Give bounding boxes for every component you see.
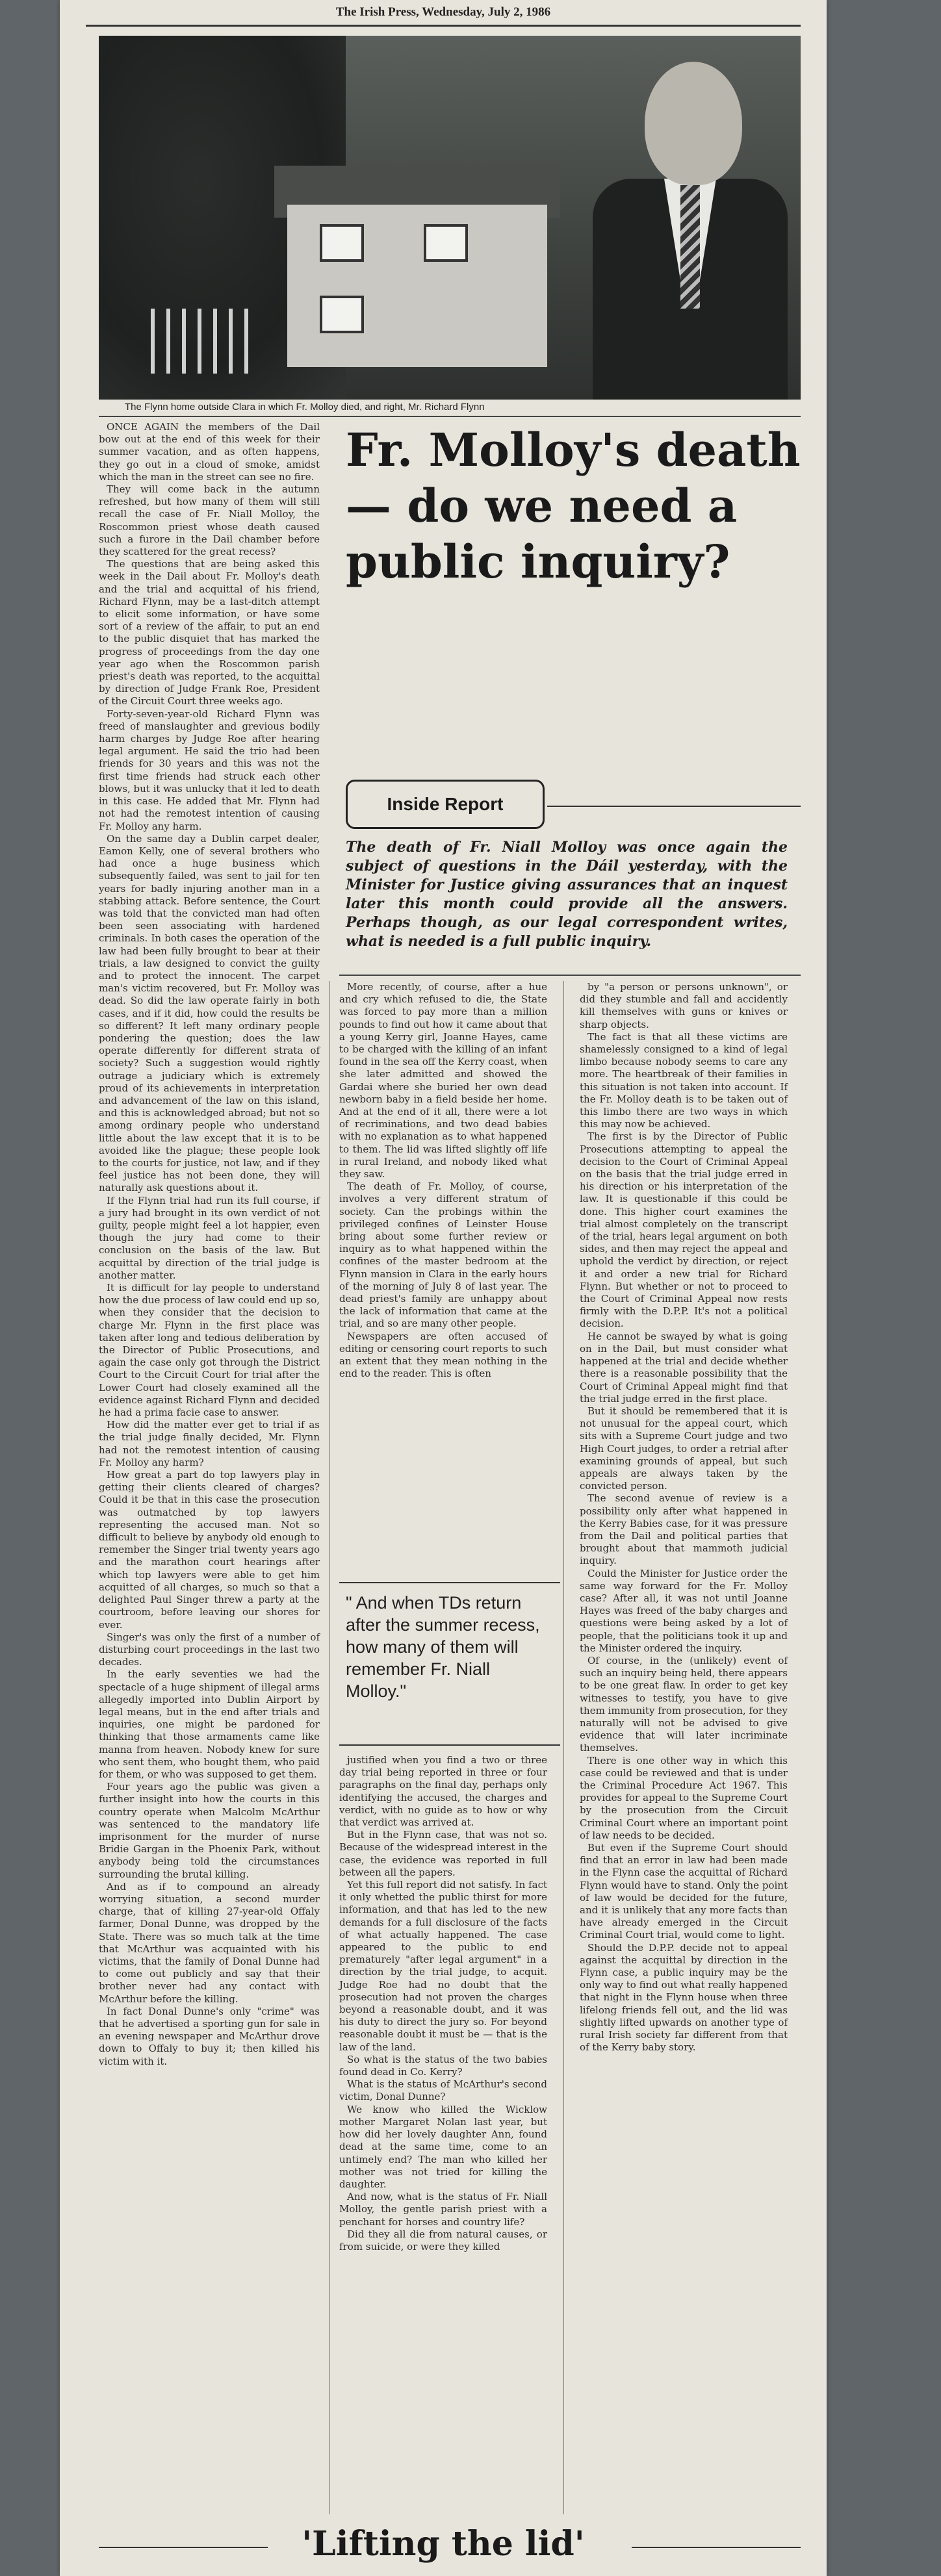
photo-window (320, 296, 364, 333)
paragraph: The second avenue of review is a possibility only after what happened in the Kerry Babies case, for it was pressure from the Dail and political parties that brought about that mammoth judicial inquiry. (580, 1492, 788, 1567)
paragraph: And as if to compound an already worrying situation, a second murder charge, that of killing 27-year-old Offaly farmer, Donal Dunne, was dropped by the State. There was so much talk at the time that McArthur was acquainted with his victims, that the family of Donal Dunne had to come out publicly and say that their brother never had any contact with McArthur before the killing. (99, 1880, 320, 2005)
paragraph: He cannot be swayed by what is going on in the Dail, but must consider what happened at the trial and decide whether there is a reasonable possibility that the Court of Criminal Appeal might find that the trial judge erred in the first place. (580, 1330, 788, 1405)
paragraph: How great a part do top lawyers play in getting their clients cleared of charges? Could it be that in this case the prosecution was outmatched by top lawyers representing the accused man. Not so difficult to believe by anybody old enough to remember the Singer trial twenty years ago and the marathon court hearings after which top lawyers were able to get him acquitted of all charges, so much so that a delighted Paul Singer threw a party at the courtroom, before leaving our shores for ever. (99, 1469, 320, 1631)
paragraph: And now, what is the status of Fr. Niall Molloy, the gentle parish priest with a penchant for horses and country life? (339, 2191, 547, 2228)
paragraph: On the same day a Dublin carpet dealer, Eamon Kelly, one of several brothers who had once a huge business which subsequently failed, was sent to jail for ten years for badly injuring another man in a stabbing attack. Before sentence, the Court was told that the convicted man had often been seen associating with hardened criminals. In both cases the operation of the law had been fully brought to bear at their trials, a law designed to convict the guilty and to protect the innocent. The carpet man's victim recovered, but Fr. Molloy was dead. So did the law operate fairly in both cases, and if it did, how could the results be so different? It left many ordinary people pondering the question; does the law operate differently for different strata of society? Such a suggestion would rightly outrage a judiciary which is extremely proud of its achievements in interpretation and advancement of the law on this island, and this is acknowledged abroad; but not so among ordinary people who understand little about the law except that it is to be avoided like the plague; these people look to the courts for justice, not law, and if they feel justice has not been done, they will naturally ask questions about it. (99, 832, 320, 1194)
paragraph: But in the Flynn case, that was not so. Because of the widespread interest in the case, the evidence was reported in full between all the papers. (339, 1829, 547, 1878)
section-label: Inside Report (346, 780, 545, 829)
newspaper-clipping (60, 0, 827, 2576)
paragraph: justified when you find a two or three day trial being reported in three or four paragraphs on the final day, perhaps only identifying the accused, the charges and verdict, with no guide as to how or why that verdict was arrived at. (339, 1754, 547, 1829)
column-b-continued (339, 1754, 547, 2253)
paragraph: Did they all die from natural causes, or from suicide, or were they killed (339, 2228, 547, 2252)
portrait-head (645, 62, 742, 185)
paragraph: Newspapers are often accused of editing or censoring court reports to such an extent that they mean nothing in the end to the reader. This is often (339, 1330, 547, 1380)
paragraph: Four years ago the public was given a further insight into how the courts in this country operate when Malcolm McArthur was sentenced to the mandatory life imprisonment for the murder of nurse Bridie Gargan in the Phoenix Park, without anybody being told the circumstances surrounding the brutal killing. (99, 1781, 320, 1880)
paragraph: ONCE AGAIN the members of the Dail bow out at the end of this week for their summer vacation, and as often happens, they go out in a cloud of smoke, amidst which the man in the street can see no fire. (99, 421, 320, 483)
paragraph: Yet this full report did not satisfy. In fact it only whetted the public thirst for more information, and that has led to the new demands for a full disclosure of the facts of what actually happened. The case appeared to the public to end prematurely "after legal argument" in a direction by the trial judge, to acquit. Judge Roe had no doubt that the prosecution had not proven the charges beyond a reasonable doubt, and it was his duty to direct the jury so. For beyond reasonable doubt it must be — that is the law of the land. (339, 1879, 547, 2053)
paragraph: The death of Fr. Molloy, of course, involves a very different stratum of society. Can the probings within the privileged confines of Leinster House bring about some further review or inquiry as to what happened within the confines of the master bedroom at the Flynn mansion in Clara in the early hours of the morning of July 8 of last year. The dead priest's family are unhappy about the lack of information that came at the trial, and so are many other people. (339, 1180, 547, 1330)
paragraph: If the Flynn trial had run its full course, if a jury had brought in its own verdict of not guilty, people might feel a lot happier, even though the jury had come to their conclusion on the basis of the law. But acquittal by direction of the trial judge is another matter. (99, 1194, 320, 1281)
news-photo (99, 36, 801, 400)
caption-rule (99, 416, 801, 417)
photo-portrait (593, 55, 788, 400)
paragraph: We know who killed the Wicklow mother Margaret Nolan last year, but how did her lovely daughter Ann, found dead at the same time, come to an untimely end? The man who killed her mother was not tried for killing the daughter. (339, 2103, 547, 2190)
paragraph: Could the Minister for Justice order the same way forward for the Fr. Molloy case? After all, it was not until Joanne Hayes was freed of the baby charges and questions were being asked by a lot of people, that the politicians took it up and the Minister ordered the inquiry. (580, 1567, 788, 1654)
paragraph: But even if the Supreme Court should find that an error in law had been made in the Flynn case the acquittal of Richard Flynn would have to stand. Only the point of law would be decided for the future, and it is unlikely that any more facts than have already emerged in the Circuit Criminal Court trial, would come to light. (580, 1842, 788, 1941)
column-rule (329, 981, 330, 2514)
paragraph: Forty-seven-year-old Richard Flynn was freed of manslaughter and grevious bodily harm charges by Judge Roe after hearing legal argument. He said the trio had been friends for 30 years and this was not the first time friends had struck each other blows, but it was unlucky that it led to death in this case. He added that Mr. Flynn had not had the remotest intention of causing Fr. Molloy any harm. (99, 708, 320, 832)
section-rule (547, 806, 801, 807)
paragraph: There is one other way in which this case could be reviewed and that is under the Criminal Procedure Act 1967. This provides for appeal to the Supreme Court by the prosecution from the Circuit Criminal Court where an important point of law needs to be decided. (580, 1754, 788, 1841)
column-b (339, 981, 547, 1381)
photo-window (320, 224, 364, 262)
headline: Fr. Molloy's death — do we need a public inquiry? (346, 423, 801, 589)
paragraph: The first is by the Director of Public Prosecutions attempting to appeal the decision to the Court of Criminal Appeal on the basis that the trial judge erred in his direction or his interpretation of the law. It is questionable if this could be done. This higher court examines the trial almost completely on the transcript of the trial, hears legal argument on both sides, and then may reject the appeal and uphold the verdict by direction, or reject it and order a new trial for Richard Flynn. But whether or not to proceed to the Court of Criminal Appeal now rests firmly with the D.P.P. It's not a political decision. (580, 1130, 788, 1330)
column-rule (563, 981, 564, 2514)
paragraph: The questions that are being asked this week in the Dail about Fr. Molloy's death and the trial and acquittal of his friend, Richard Flynn, may be a last-ditch attempt to elicit some information, or have some sort of a review of the affair, to put an end to the public disquiet that has marked the progress of proceedings from the day one year ago when the Roscommon parish priest's death was reported, to the acquittal by direction of Judge Frank Roe, President of the Circuit Court three weeks ago. (99, 558, 320, 708)
paragraph: How did the matter ever get to trial if as the trial judge finally decided, Mr. Flynn had not the remotest intention of causing Fr. Molloy any harm? (99, 1419, 320, 1468)
paragraph: Should the D.P.P. decide not to appeal against the acquittal by direction in the Flynn case, a public inquiry may be the only way to find out what really happened that night in the Flynn house when three lifelong friends fell out, and the lid was slightly lifted upwards on another type of rural Irish society far different from that of the Kerry baby story. (580, 1941, 788, 2054)
paragraph: What is the status of McArthur's second victim, Donal Dunne? (339, 2078, 547, 2103)
paragraph: More recently, of course, after a hue and cry which refused to die, the State was forced to pay more than a million pounds to find out how it came about that a young Kerry girl, Joanne Hayes, came to be charged with the killing of an infant found in the sea off the Kerry coast, when she later admitted and showed the Gardai where she buried her own dead newborn baby in a field beside her home. And at the end of it all, there were a lot of recriminations, and two dead babies with no explanation as to what happened to them. The lid was lifted slightly off life in rural Ireland, and nobody liked what they saw. (339, 981, 547, 1180)
pull-quote: " And when TDs return after the summer recess, how many of them will remember Fr. Niall Molloy." (346, 1593, 540, 1701)
column-c (580, 981, 788, 2054)
paragraph: The fact is that all these victims are shamelessly consigned to a kind of legal limbo because nobody seems to care any more. The heartbreak of their families in this situation is not taken into account. If the Fr. Molloy death is to be taken out of this limbo there are two ways in which this may now be achieved. (580, 1030, 788, 1130)
paragraph: Singer's was only the first of a number of disturbing court proceedings in the last two decades. (99, 1631, 320, 1668)
footer-headline: 'Lifting the lid' (302, 2524, 585, 2564)
paragraph: In the early seventies we had the spectacle of a huge shipment of illegal arms allegedly imported into Dublin Airport by legal means, but in the end after trials and inquiries, one might be pardoned for thinking that those armaments came like manna from heaven. Nobody knew for sure who sent them, who bought them, who paid for them, or who was supposed to get them. (99, 1668, 320, 1780)
paragraph: They will come back in the autumn refreshed, but how many of them will still recall the case of Fr. Niall Molloy, the Roscommon priest whose death caused such a furore in the Dail chamber before they scattered for the great recess? (99, 483, 320, 558)
photo-gate (151, 309, 255, 374)
standfirst-rule (339, 975, 801, 976)
photo-window (424, 224, 468, 262)
paragraph: Of course, in the (unlikely) event of such an inquiry being held, there appears to be one great flaw. In order to get key witnesses to testify, you have to give them immunity from prosecution, for they naturally will not be advised to give evidence that will later incriminate themselves. (580, 1654, 788, 1754)
paragraph: So what is the status of the two babies found dead in Co. Kerry? (339, 2053, 547, 2078)
photo-caption: The Flynn home outside Clara in which Fr. Molloy died, and right, Mr. Richard Flynn (125, 402, 485, 413)
paragraph: It is difficult for lay people to understand how the due process of law could end up so, when they consider that the decision to charge Mr. Flynn in the first place was taken after long and tedious deliberation by the Director of Public Prosecutions, and again the case only got through the District Court to the Circuit Court for trial after the Lower Court had closely examined all the evidence against Richard Flynn and decided he had a prima facie case to answer. (99, 1282, 320, 1419)
paragraph: But it should be remembered that it is not unusual for the appeal court, which sits with a Supreme Court judge and two High Court judges, to order a retrial after examining grounds of appeal, but such appeals are always taken by the convicted person. (580, 1405, 788, 1492)
paragraph: In fact Donal Dunne's only "crime" was that he advertised a sporting gun for sale in an evening newspaper and McArthur drove down to Offaly to buy it; then killed his victim with it. (99, 2005, 320, 2067)
paragraph: by "a person or persons unknown", or did they stumble and fall and accidently kill themselves with guns or knives or sharp objects. (580, 981, 788, 1030)
pull-quote-rule (339, 1744, 560, 1746)
column-a (99, 421, 320, 2068)
masthead: The Irish Press, Wednesday, July 2, 1986 (335, 5, 551, 19)
standfirst: The death of Fr. Niall Molloy was once again the subject of questions in the Dáil yesterday, with the Minister for Justice giving assurances that an inquest later this month could provide all the answers. Perhaps though, as our legal correspondent writes, what is needed is a full public inquiry. (346, 839, 788, 950)
portrait-tie (680, 185, 700, 309)
pull-quote-rule (339, 1582, 560, 1583)
masthead-rule (86, 25, 801, 27)
